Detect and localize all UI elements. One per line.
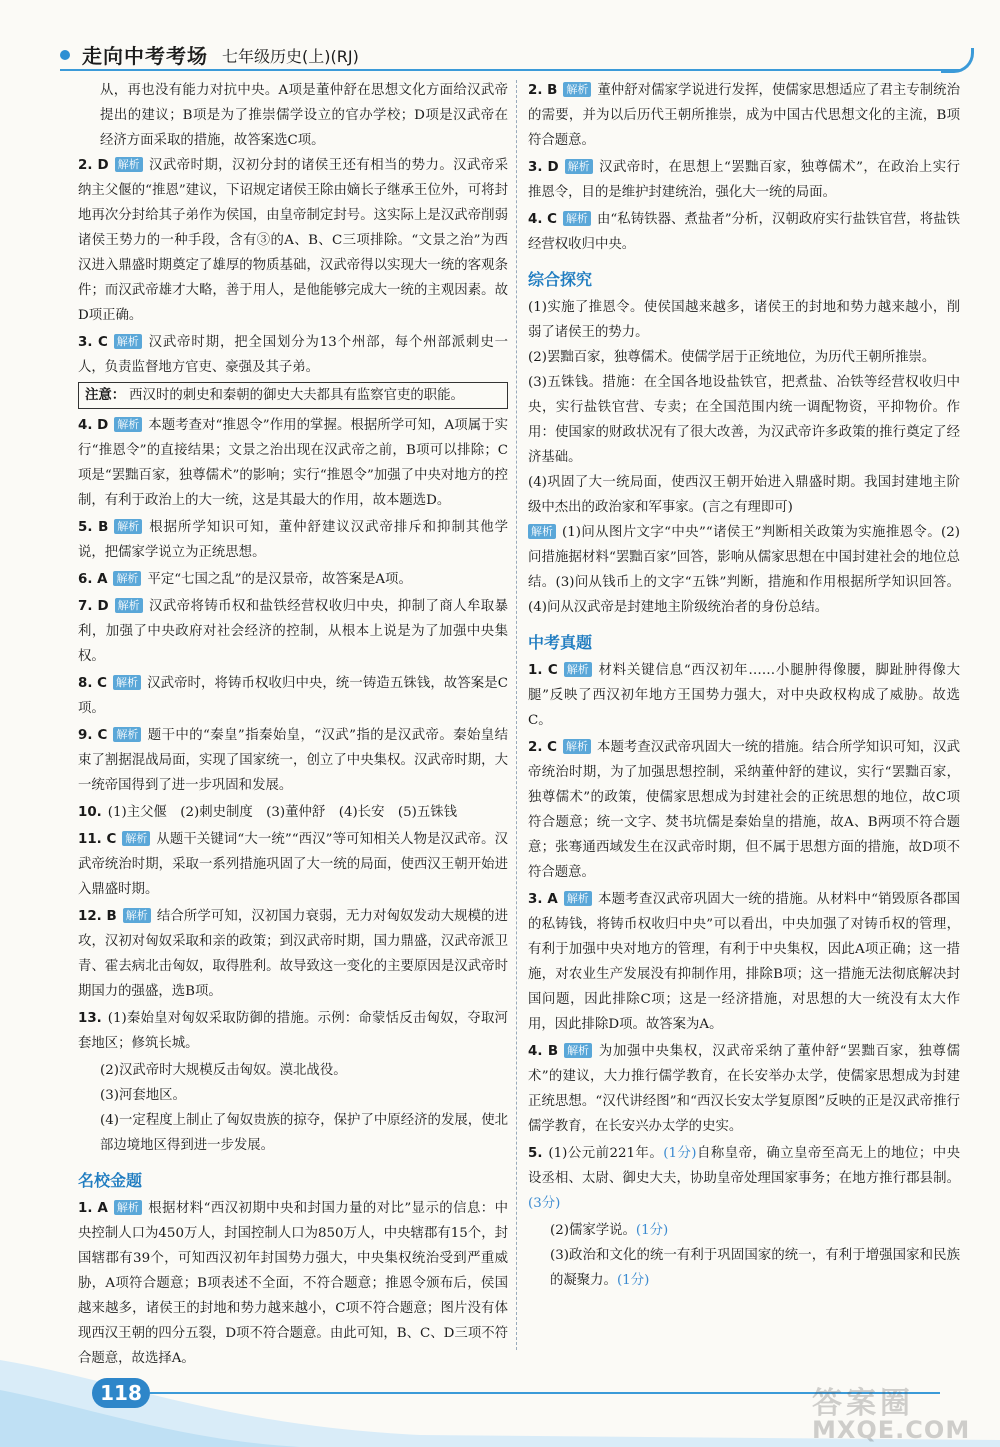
answer-item: 12. B 解析 结合所学可知，汉初国力衰弱，无力对匈奴发动大规模的进攻，汉初对匈奴采取和亲的政策；到汉武帝时期，国力鼎盛，汉武帝派卫青、霍去病北击匈奴，取得胜利。故导致这一变化的主要原因是汉武帝时期国力的强盛，选B项。 xyxy=(78,909,509,999)
score-points: (3分) xyxy=(528,1196,561,1211)
answer-item: 6. A 解析 平定“七国之乱”的是汉景帝，故答案是A项。 xyxy=(78,572,412,587)
answer-item: 10. (1)主父偃 (2)刺史制度 (3)董仲舒 (4)长安 (5)五铢钱 xyxy=(78,805,457,820)
analysis-tag: 解析 xyxy=(563,739,591,754)
note-box: 注意： 西汉时的刺史和秦朝的御史大夫都具有监察官吏的职能。 xyxy=(78,382,508,409)
analysis-tag: 解析 xyxy=(123,908,151,923)
answer-item: 4. C 解析 由“私铸铁器、煮盐者”分析，汉朝政府实行盐铁官营，将盐铁经营权收归中央。 xyxy=(528,212,960,252)
continued-text: 从，再也没有能力对抗中央。A项是董仲舒在思想文化方面给汉武帝提出的建议；B项是为了推崇儒学设立的官办学校；D项是汉武帝在经济方面采取的措施，故答案选C项。 xyxy=(100,83,508,148)
analysis-tag: 解析 xyxy=(114,334,142,349)
answer-subpart: (1)实施了推恩令。使侯国越来越多，诸侯王的封地和势力越来越小，削弱了诸侯王的势力。 xyxy=(528,300,960,340)
answer-item: 7. D 解析 汉武帝将铸币权和盐铁经营权收归中央，抑制了商人牟取暴利，加强了中央政府对社会经济的控制，从根本上说是为了加强中央集权。 xyxy=(78,599,509,664)
answer-item: 11. C 解析 从题干关键词“大一统”“西汉”等可知相关人物是汉武帝。汉武帝统治时期，采取一系列措施巩固了大一统的局面，使西汉王朝开始进入鼎盛时期。 xyxy=(78,832,508,897)
analysis-tag: 解析 xyxy=(114,1200,142,1215)
answer-item: 9. C 解析 题干中的“秦皇”指秦始皇，“汉武”指的是汉武帝。秦始皇结束了割据混战局面，实现了国家统一，创立了中央集权。汉武帝时期，大一统帝国得到了进一步巩固和发展。 xyxy=(78,728,508,793)
series-title: 走向中考考场 xyxy=(82,44,208,68)
analysis-tag: 解析 xyxy=(113,571,141,586)
answer-subpart: (4)巩固了大一统局面，使西汉王朝开始进入鼎盛时期。我国封建地主阶级中杰出的政治家和军事家。(言之有理即可) xyxy=(528,475,960,515)
answer-subpart: (2)罢黜百家，独尊儒术。使儒学居于正统地位，为历代王朝所推崇。 xyxy=(528,350,936,365)
answer-item: 8. C 解析 汉武帝时，将铸币权收归中央，统一铸造五铢钱，故答案是C项。 xyxy=(78,676,508,716)
analysis-tag: 解析 xyxy=(122,831,150,846)
answer-item: 5. (1)公元前221年。(1分)自称皇帝，确立皇帝至高无上的地位；中央设丞相、太尉、御史大夫，协助皇帝处理国家事务；在地方推行郡县制。(3分) xyxy=(528,1146,960,1211)
bullet-dot-icon xyxy=(60,50,70,60)
section-title-mingxiao: 名校金题 xyxy=(78,1171,143,1190)
answer-subpart: (2)儒家学说。(1分) xyxy=(550,1223,669,1238)
analysis-tag: 解析 xyxy=(115,598,143,613)
analysis-tag: 解析 xyxy=(563,211,591,226)
analysis-tag: 解析 xyxy=(528,524,556,539)
watermark: 答案圈 MXQE.COM xyxy=(812,1386,971,1444)
score-points: (1分) xyxy=(616,1273,650,1288)
answer-subpart: (2)汉武帝时大规模反击匈奴。漠北战役。 xyxy=(100,1063,347,1078)
analysis-tag: 解析 xyxy=(113,727,141,742)
section-title-zhongkao: 中考真题 xyxy=(528,633,593,652)
analysis-tag: 解析 xyxy=(115,157,143,172)
answer-item: 5. B 解析 根据所学知识可知，董仲舒建议汉武帝排斥和抑制其他学说，把儒家学说立为正统思想。 xyxy=(78,520,508,560)
analysis-tag: 解析 xyxy=(564,891,592,906)
answer-item: 4. D 解析 本题考查对“推恩令”作用的掌握。根据所学可知，A项属于实行“推恩令”的直接结果；文景之治出现在汉武帝之前，B项可以排除；C项是“罢黜百家，独尊儒术”的影响；实行“推恩令”加强了中央对地方的控制，有利于政治上的大一统，这是其最大的作用，故本题选D。 xyxy=(78,418,508,508)
analysis-tag: 解析 xyxy=(114,519,142,534)
answer-item: 2. C 解析 本题考查汉武帝巩固大一统的措施。结合所学知识可知，汉武帝统治时期，为了加强思想控制，采纳董仲舒的建议，实行“罢黜百家，独尊儒术”的政策，使儒家思想成为封建社会的正统思想的地位，故C项符合题意；统一文字、焚书坑儒是秦始皇的措施，故A、B两项不符合题意；张骞通西域发生在汉武帝时期，但不属于思想方面的措施，故D项不符合题意。 xyxy=(528,740,960,880)
header-curl-decoration xyxy=(941,48,974,73)
header-rule xyxy=(60,69,960,71)
page-header xyxy=(0,0,1000,80)
analysis-tag: 解析 xyxy=(565,159,593,174)
score-points: (1分) xyxy=(635,1223,669,1238)
left-column xyxy=(78,78,508,1373)
section-title-zonghe: 综合探究 xyxy=(528,270,593,289)
analysis-paragraph: 解析 (1)问从图片文字“中央”“诸侯王”判断相关政策为实施推恩令。(2)问措施据材料“罢黜百家”回答，影响从儒家思想在中国封建社会的地位总结。(3)问从钱币上的文字“五铢”判断，措施和作用根据所学知识回答。(4)问从汉武帝是封建地主阶级统治者的身份总结。 xyxy=(528,525,960,615)
answer-item: 3. C 解析 汉武帝时期，把全国划分为13个州部，每个州部派刺史一人，负责监督地方官吏、豪强及其子弟。 xyxy=(78,335,508,375)
book-subject: 七年级历史(上)(RJ) xyxy=(222,47,359,66)
answer-subpart: (3)五铢钱。措施：在全国各地设盐铁官，把煮盐、冶铁等经营权收归中央，实行盐铁官营、专卖；在全国范围内统一调配物资，平抑物价。作用：使国家的财政状况有了很大改善，为汉武帝许多政策的推行奠定了经济基础。 xyxy=(528,375,960,465)
analysis-tag: 解析 xyxy=(564,1043,592,1058)
analysis-tag: 解析 xyxy=(114,417,142,432)
score-points: (1分) xyxy=(663,1146,697,1161)
answer-item: 1. C 解析 材料关键信息“西汉初年……小腿肿得像腰，脚趾肿得像大腿”反映了西汉初年地方王国势力强大，对中央政权构成了威胁。故选C。 xyxy=(528,663,960,728)
answer-item: 4. B 解析 为加强中央集权，汉武帝采纳了董仲舒“罢黜百家，独尊儒术”的建议，大力推行儒学教育，在长安举办太学，使儒家思想成为封建正统思想。“汉代讲经图”和“西汉长安太学复原图”反映的正是汉武帝推行儒学教育，在长安兴办太学的史实。 xyxy=(528,1044,960,1134)
answer-item: 1. A 解析 根据材料“西汉初期中央和封国力量的对比”显示的信息：中央控制人口为450万人，封国控制人口为850万人，中央辖郡有15个，封国辖郡有39个，可知西汉初年封国势力强大，中央集权统治受到严重威胁，A项符合题意；B项表述不全面，不符合题意；推恩令颁布后，侯国越来越多，诸侯王的封地和势力越来越小，C项不符合题意；图片没有体现西汉王朝的四分五裂，D项不符合题意。由此可知，B、C、D三项不符合题意，故选择A。 xyxy=(78,1201,508,1366)
answer-subpart: (3)政治和文化的统一有利于巩固国家的统一，有利于增强国家和民族的凝聚力。(1分) xyxy=(550,1248,960,1288)
analysis-tag: 解析 xyxy=(113,675,141,690)
right-column xyxy=(528,78,960,1293)
analysis-tag: 解析 xyxy=(563,82,591,97)
answer-subpart: (4)一定程度上制止了匈奴贵族的掠夺，保护了中原经济的发展，使北部边境地区得到进一步发展。 xyxy=(100,1113,508,1153)
answer-item: 3. D 解析 汉武帝时，在思想上“罢黜百家，独尊儒术”，在政治上实行推恩令，目的是维护封建统治，强化大一统的局面。 xyxy=(528,160,960,200)
answer-item: 13. (1)秦始皇对匈奴采取防御的措施。示例：命蒙恬反击匈奴，夺取河套地区；修筑长城。 xyxy=(78,1011,508,1051)
answer-subpart: (3)河套地区。 xyxy=(100,1088,186,1103)
answer-item: 2. B 解析 董仲舒对儒家学说进行发挥，使儒家思想适应了君主专制统治的需要，并为以后历代王朝所推崇，成为中国古代思想文化的主流，B项符合题意。 xyxy=(528,83,961,148)
page-number: 118 xyxy=(92,1378,150,1408)
column-divider xyxy=(516,80,517,1350)
answer-item: 3. A 解析 本题考查汉武帝巩固大一统的措施。从材料中“销毁原各郡国的私铸钱，将铸币权收归中央”可以看出，中央加强了对铸币权的管理，有利于加强中央对地方的管理，有利于中央集权，因此A项正确；这一措施，对农业生产发展没有抑制作用，排除B项；这一措施无法彻底解决封国问题，因此排除C项；这是一经济措施，对思想的大一统没有太大作用，因此排除D项。故答案为A。 xyxy=(528,892,960,1032)
answer-item: 2. D 解析 汉武帝时期，汉初分封的诸侯王还有相当的势力。汉武帝采纳主父偃的“推恩”建议，下诏规定诸侯王除由嫡长子继承王位外，可将封地再次分封给其子弟作为侯国，由皇帝制定封号。这实际上是汉武帝削弱诸侯王势力的一种手段，含有③的A、B、C三项排除。“文景之治”为西汉进入鼎盛时期奠定了雄厚的物质基础，汉武帝得以实现大一统的客观条件；而汉武帝雄才大略，善于用人，是他能够完成大一统的主观因素。故D项正确。 xyxy=(78,158,509,323)
analysis-tag: 解析 xyxy=(564,662,592,677)
